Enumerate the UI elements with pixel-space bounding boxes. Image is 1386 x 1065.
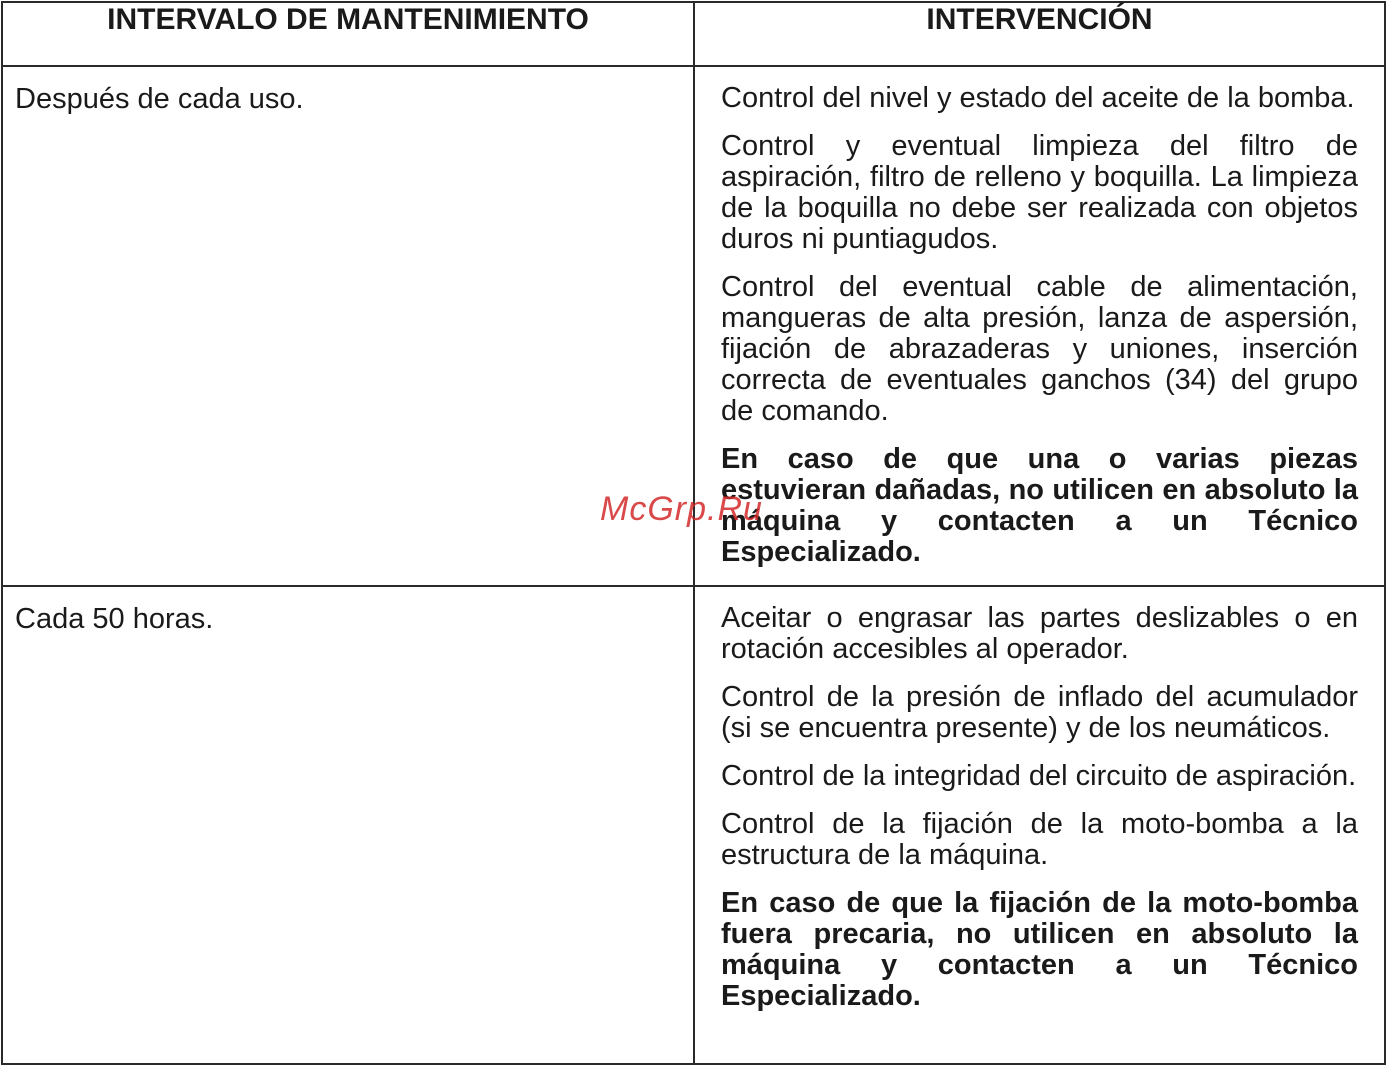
intervention-item: Control de la presión de inflado del acumulador (si se encuentra presente) y de los neumáticos. <box>721 681 1358 744</box>
intervention-item: Control de la fijación de la moto-bomba a la estructura de la máquina. <box>721 808 1358 871</box>
intervention-item: Control y eventual limpieza del filtro de aspiración, filtro de relleno y boquilla. La limpieza de la boquilla no debe ser realizada con objetos duros ni puntiagudos. <box>721 130 1358 255</box>
table-header-row <box>2 2 1385 66</box>
intervention-item: Control del eventual cable de alimentación, mangueras de alta presión, lanza de aspersión, fijación de abrazaderas y uniones, inserción correcta de eventuales ganchos (34) del grupo de comando. <box>721 271 1358 427</box>
header-maintenance-interval: INTERVALO DE MANTENIMIENTO <box>2 2 694 66</box>
intervention-item: Control del nivel y estado del aceite de la bomba. <box>721 82 1355 114</box>
header-intervention: INTERVENCIÓN <box>694 2 1385 66</box>
warning-text: En caso de que una o varias piezas estuvieran dañadas, no utilicen en absoluto la máquina y contacten a un Técnico Especializado. <box>721 443 1358 568</box>
warning-text: En caso de que la fijación de la moto-bomba fuera precaria, no utilicen en absoluto la máquina y contacten a un Técnico Especializado. <box>721 887 1358 1012</box>
intervention-item: Control de la integridad del circuito de aspiración. <box>721 760 1357 792</box>
interval-cell: Después de cada uso. <box>2 66 694 586</box>
interval-cell: Cada 50 horas. <box>2 586 694 1064</box>
maintenance-table <box>1 1 1386 1065</box>
table-row <box>2 66 1385 586</box>
intervention-cell <box>694 586 1385 1064</box>
watermark-text: McGrp.Ru <box>600 490 763 528</box>
table-row <box>2 586 1385 1064</box>
intervention-cell <box>694 66 1385 586</box>
intervention-item: Aceitar o engrasar las partes deslizables o en rotación accesibles al operador. <box>721 602 1358 665</box>
